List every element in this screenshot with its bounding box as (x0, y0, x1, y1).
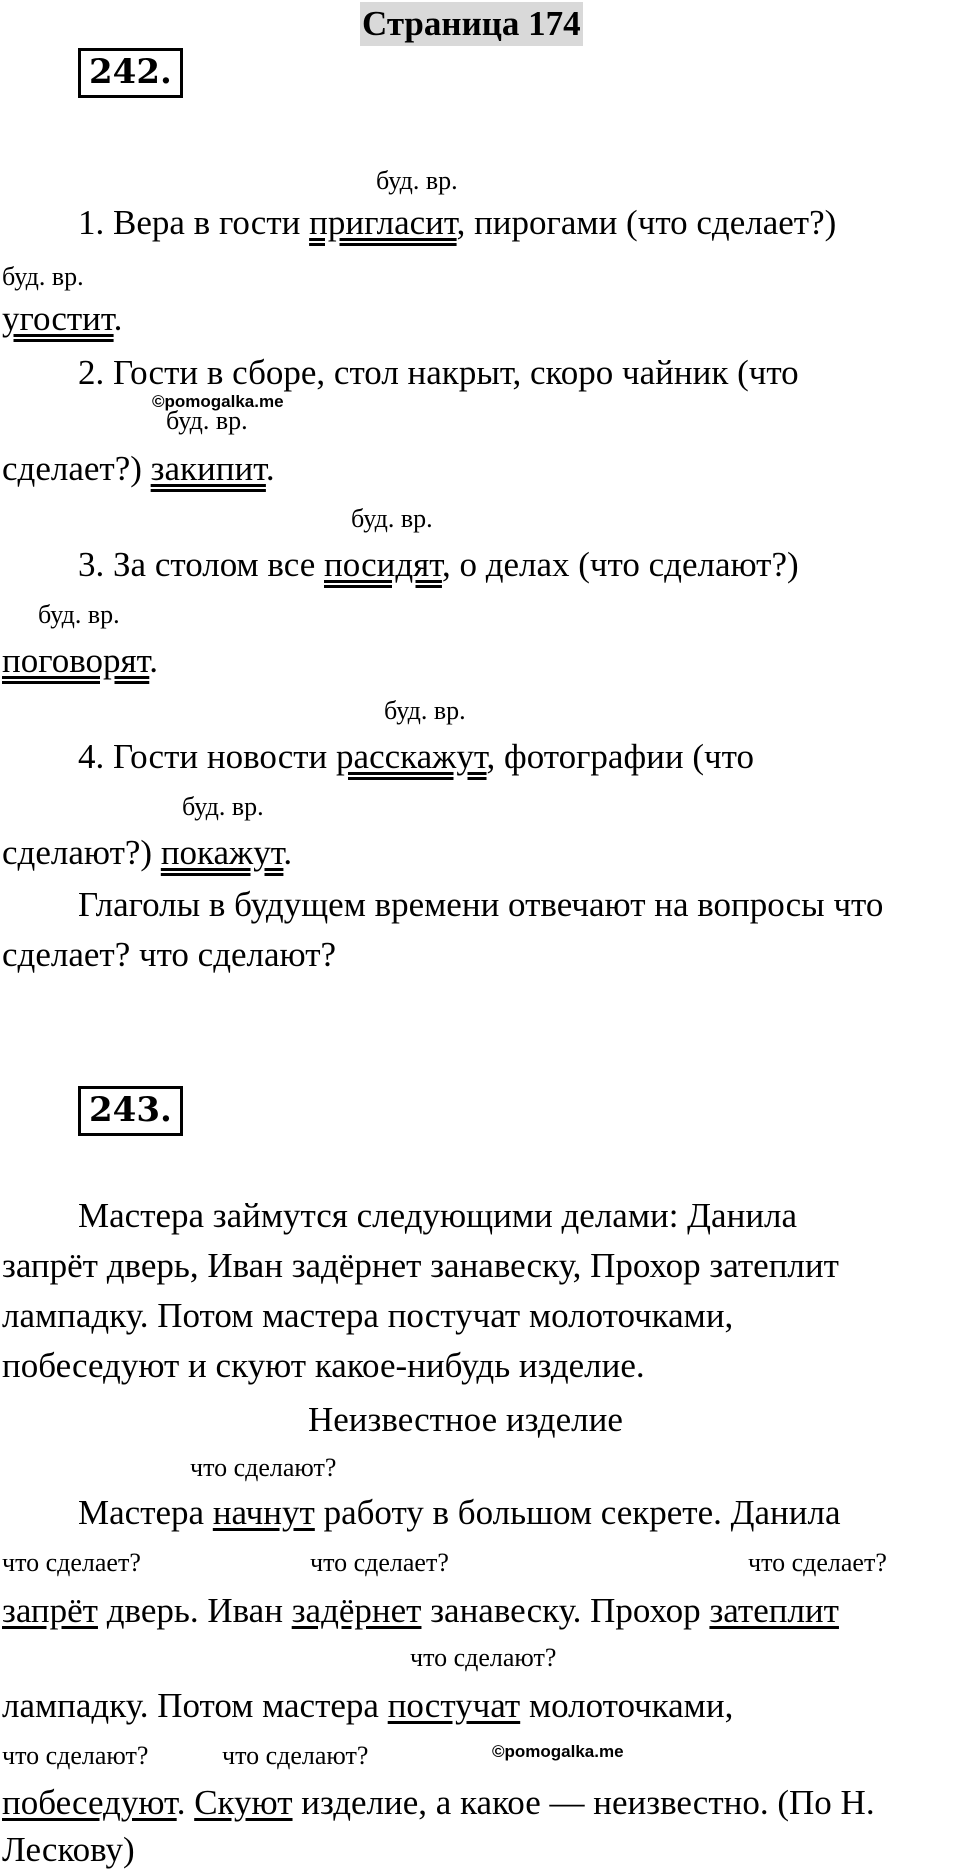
sentence-2-line-2: сделает?) закипит. (2, 449, 275, 488)
verb-ugostit: угостит (2, 299, 114, 338)
story-line-5: Лескову) (2, 1830, 135, 1869)
tense-note: буд. вр. (182, 792, 264, 821)
story-line-2: запрёт дверь. Иван задёрнет занавеску. Прохор затеплит (2, 1591, 839, 1630)
exercise-number-243: 243. (78, 1086, 183, 1136)
watermark: ©pomogalka.me (492, 1742, 624, 1761)
verb-zakipit: закипит (150, 449, 266, 488)
tense-note: буд. вр. (166, 406, 248, 435)
verb-pogovoryat: поговорят (2, 641, 150, 680)
verb-skuyut: Скуют (194, 1783, 293, 1822)
verb-zapryot: запрёт (2, 1591, 98, 1630)
question-note: что сделает? (2, 1548, 141, 1577)
story-line-1: Мастера начнут работу в большом секрете. Данила (78, 1493, 841, 1532)
story-line-3: лампадку. Потом мастера постучат молоточками, (2, 1686, 734, 1725)
verb-priglasit: пригласит (309, 203, 457, 242)
verb-pokazhut: покажут (160, 833, 284, 872)
tense-note: буд. вр. (38, 600, 120, 629)
question-note: что сделают? (222, 1741, 369, 1770)
verb-zadyornet: задёрнет (291, 1591, 422, 1630)
tense-note: буд. вр. (2, 262, 84, 291)
question-note: что сделает? (310, 1548, 449, 1577)
conclusion-line-2: сделает? что сделают? (2, 935, 337, 974)
para1-line-4: побеседуют и скуют какое-нибудь изделие. (2, 1346, 645, 1385)
sentence-4-line-2: сделают?) покажут. (2, 833, 293, 872)
question-note: что сделают? (410, 1643, 557, 1672)
sentence-1-line-2: угостит. (2, 299, 123, 338)
verb-rasskazhut: расскажут (336, 737, 487, 776)
sentence-4-line-1: 4. Гости новости расскажут, фотографии (что (78, 737, 754, 776)
para1-line-3: лампадку. Потом мастера постучат молоточками, (2, 1296, 734, 1335)
verb-zateplit: затеплит (709, 1591, 839, 1630)
exercise-number-242: 242. (78, 48, 183, 98)
verb-pobeseduyut: побеседуют (2, 1783, 177, 1822)
page-title: Страница 174 (360, 2, 583, 46)
question-note: что сделают? (190, 1453, 337, 1482)
sentence-1-line-1: 1. Вера в гости пригласит, пирогами (что сделает?) (78, 203, 837, 242)
question-note: что сделают? (2, 1741, 149, 1770)
tense-note: буд. вр. (376, 166, 458, 195)
verb-posidyat: посидят (324, 545, 442, 584)
sentence-3-line-1: 3. За столом все посидят, о делах (что сделают?) (78, 545, 799, 584)
question-note: что сделает? (748, 1548, 887, 1577)
tense-note: буд. вр. (384, 696, 466, 725)
para1-line-2: запрёт дверь, Иван задёрнет занавеску, Прохор затеплит (2, 1246, 839, 1285)
conclusion-line-1: Глаголы в будущем времени отвечают на вопросы что (78, 885, 884, 924)
story-line-4: побеседуют. Скуют изделие, а какое — неизвестно. (По Н. (2, 1783, 875, 1822)
verb-postuchat: постучат (387, 1686, 521, 1725)
watermark: ©pomogalka.me (152, 392, 284, 411)
sentence-3-line-2: поговорят. (2, 641, 159, 680)
sentence-2-line-1: 2. Гости в сборе, стол накрыт, скоро чайник (что (78, 353, 799, 392)
text-subtitle: Неизвестное изделие (308, 1400, 623, 1439)
verb-nachnut: начнут (212, 1493, 315, 1532)
para1-line-1: Мастера займутся следующими делами: Данила (78, 1196, 798, 1235)
tense-note: буд. вр. (351, 504, 433, 533)
